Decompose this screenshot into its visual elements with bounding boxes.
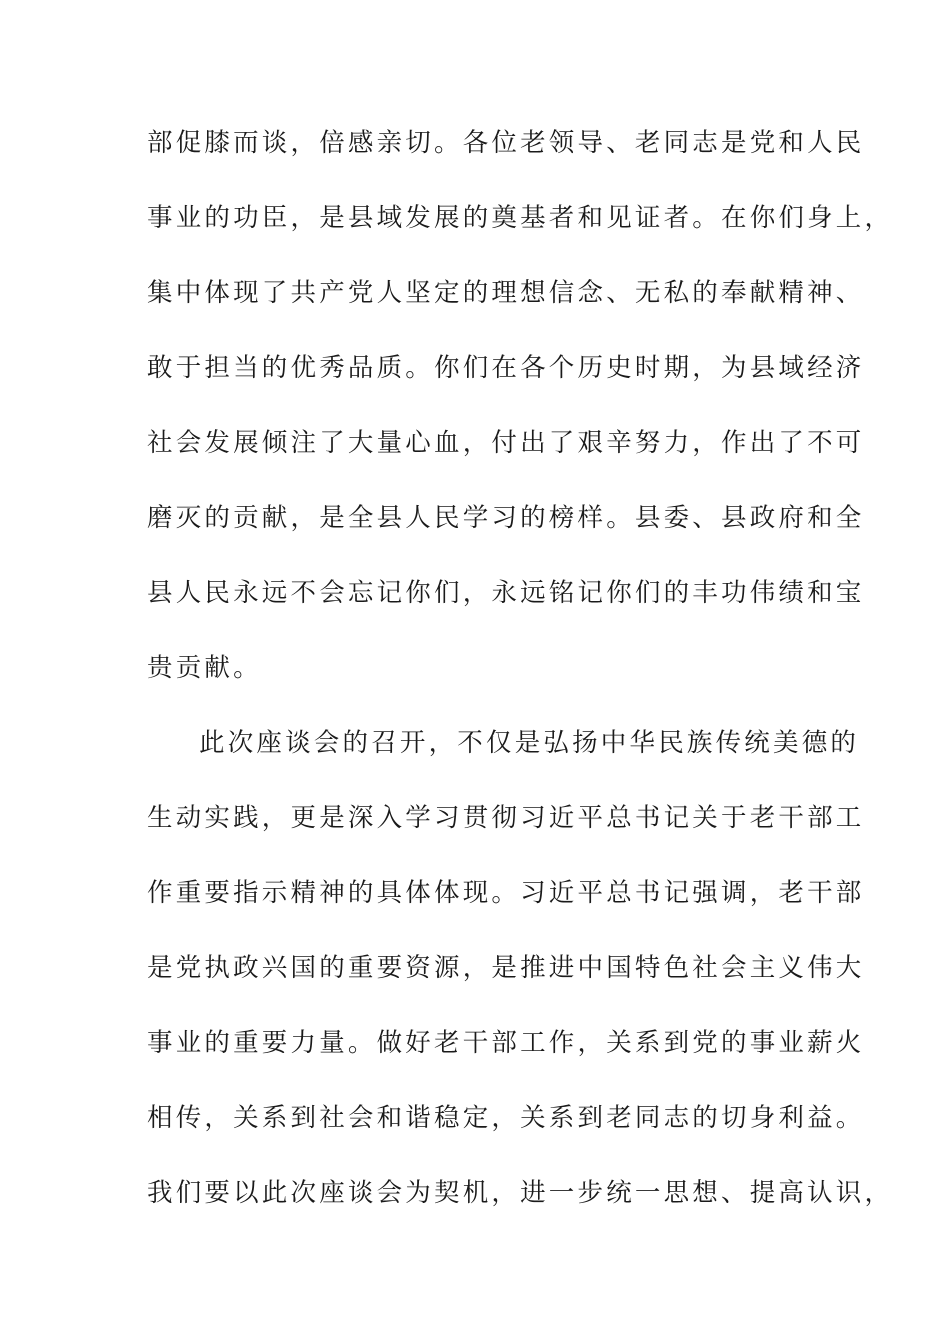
text-line: 贵贡献。	[147, 653, 262, 683]
text-line: 我们要以此次座谈会为契机，进一步统一思想、提高认识，	[147, 1178, 894, 1208]
text-line: 社会发展倾注了大量心血，付出了艰辛努力，作出了不可	[147, 428, 865, 458]
text-line: 集中体现了共产党人坚定的理想信念、无私的奉献精神、	[147, 278, 865, 308]
text-line: 事业的重要力量。做好老干部工作，关系到党的事业薪火	[147, 1028, 865, 1058]
text-line: 相传，关系到社会和谐稳定，关系到老同志的切身利益。	[147, 1103, 865, 1133]
text-line: 磨灭的贡献，是全县人民学习的榜样。县委、县政府和全	[147, 503, 865, 533]
text-line: 事业的功臣，是县域发展的奠基者和见证者。在你们身上，	[147, 203, 894, 233]
text-line: 敢于担当的优秀品质。你们在各个历史时期，为县域经济	[147, 353, 865, 383]
paragraph-first-line: 此次座谈会的召开，不仅是弘扬中华民族传统美德的	[199, 728, 860, 758]
text-line: 部促膝而谈，倍感亲切。各位老领导、老同志是党和人民	[147, 128, 865, 158]
text-line: 是党执政兴国的重要资源，是推进中国特色社会主义伟大	[147, 953, 865, 983]
text-line: 县人民永远不会忘记你们，永远铭记你们的丰功伟绩和宝	[147, 578, 865, 608]
text-line: 生动实践，更是深入学习贯彻习近平总书记关于老干部工	[147, 803, 865, 833]
text-line: 作重要指示精神的具体体现。习近平总书记强调，老干部	[147, 878, 865, 908]
